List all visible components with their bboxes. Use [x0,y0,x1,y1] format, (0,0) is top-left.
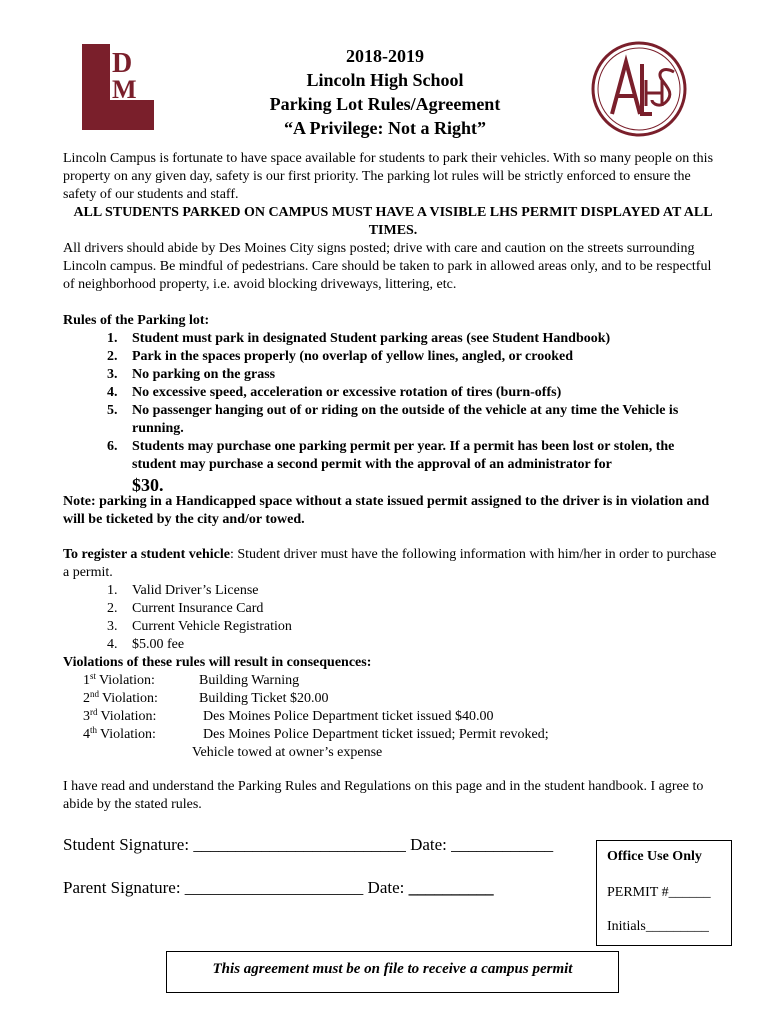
rule-text: No excessive speed, acceleration or excessive rotation of tires (burn-offs) [132,385,562,400]
violation-row [63,744,723,762]
requirement-number: 2. [107,601,118,616]
rules-list [63,330,723,496]
parent-signature-line[interactable] [63,878,494,898]
rule-price: $30. [132,475,164,495]
school-name: Lincoln High School [306,70,464,90]
lm-logo [80,42,156,132]
register-text: : Student driver must have the following information with him/her in order to purchase a permit. [63,547,717,580]
parent-signature-label: Parent Signature: _____________________ Date: [63,878,409,897]
rule-item [63,330,723,348]
violation-ordinal: 4th Violation: [83,725,156,742]
school-year: 2018-2019 [346,46,424,66]
violation-ordinal: 3rd Violation: [83,707,157,724]
rule-number: 1. [107,331,118,346]
rule-item [63,438,723,474]
header-title-block [200,44,570,140]
register-section [63,546,723,654]
rule-text: Students may purchase one parking permit per year. If a permit has been lost or stolen, the student may purchase a second permit with the approval of an administrator for [132,439,675,472]
permit-number-field[interactable]: PERMIT #______ [607,885,711,900]
violation-ordinal: 2nd Violation: [83,689,158,706]
acknowledgement: I have read and understand the Parking Rules and Regulations on this page and in the student handbook. I agree to abide by the stated rules. [63,779,704,812]
document-title: Parking Lot Rules/Agreement [269,94,501,114]
requirement-text: Valid Driver’s License [132,583,259,598]
rule-item [63,366,723,384]
parent-date-line[interactable]: __________ [408,878,494,897]
rule-text: Park in the spaces properly (no overlap of yellow lines, angled, or crooked [132,349,573,364]
register-lead: To register a student vehicle [63,547,230,562]
requirement-number: 3. [107,619,118,634]
student-signature-line[interactable]: Student Signature: _________________________ Date: ____________ [63,835,554,854]
violation-row [63,672,723,690]
rule-text: No parking on the grass [132,367,276,382]
requirement-text: $5.00 fee [132,637,185,652]
rule-text: No passenger hanging out of or riding on the outside of the vehicle at any time the Vehicle is running. [132,403,679,436]
requirement-number: 1. [107,583,118,598]
rules-section [63,312,723,496]
lm-logo-letter-m: M [112,75,137,104]
rule-number: 5. [107,403,118,418]
tagline: “A Privilege: Not a Right” [284,118,486,138]
lm-logo-letter-d: D [112,48,133,79]
handicap-note: Note: parking in a Handicapped space without a state issued permit assigned to the driver is in violation and will be ticketed by the city and/or towed. [63,494,710,527]
violation-ordinal: 1st Violation: [83,671,155,688]
violation-row [63,726,723,744]
violation-row [63,708,723,726]
requirement-text: Current Vehicle Registration [132,619,292,634]
rule-number: 6. [107,439,118,454]
rule-number: 3. [107,367,118,382]
requirement-item [63,618,723,636]
violations-section [63,654,723,762]
drivers-note: All drivers should abide by Des Moines City signs posted; drive with care and caution on the streets surrounding Lincoln campus. Be mindful of pedestrians. Care should be taken to park in allowed areas only, and to be respectful of neighborhood property, i.e. avoid blocking driveways, littering, etc. [63,241,712,292]
register-paragraph [63,546,723,582]
office-use-box [596,840,732,946]
requirement-text: Current Insurance Card [132,601,264,616]
rules-heading: Rules of the Parking lot: [63,313,210,328]
permit-notice: ALL STUDENTS PARKED ON CAMPUS MUST HAVE A VISIBLE LHS PERMIT DISPLAYED AT ALL TIMES. [73,205,713,238]
rule-item [63,348,723,366]
rule-text: Student must park in designated Student parking areas (see Student Handbook) [132,331,611,346]
violation-consequence: Building Ticket $20.00 [199,691,329,706]
rule-number: 4. [107,385,118,400]
violation-consequence: Des Moines Police Department ticket issued; Permit revoked; [203,727,549,742]
footer-notice: This agreement must be on file to receive a campus permit [166,951,619,993]
intro-paragraph: Lincoln Campus is fortunate to have space available for students to park their vehicles. With so many people on this property on any given day, safety is our first priority. The parking lot rules will be strictly enforced to ensure the safety of our students and staff. [63,151,714,202]
requirement-item [63,582,723,600]
requirement-number: 4. [107,637,118,652]
requirement-item [63,600,723,618]
rule-number: 2. [107,349,118,364]
initials-field[interactable]: Initials_________ [607,919,709,934]
requirement-item [63,636,723,654]
violations-heading: Violations of these rules will result in consequences: [63,655,372,670]
violation-consequence: Des Moines Police Department ticket issued $40.00 [203,709,494,724]
violation-extra: Vehicle towed at owner’s expense [192,745,383,760]
violation-consequence: Building Warning [199,673,300,688]
rule-item [63,384,723,402]
office-use-title: Office Use Only [607,849,702,864]
lhs-seal-logo [590,40,688,138]
rule-item [63,402,723,438]
violation-row [63,690,723,708]
